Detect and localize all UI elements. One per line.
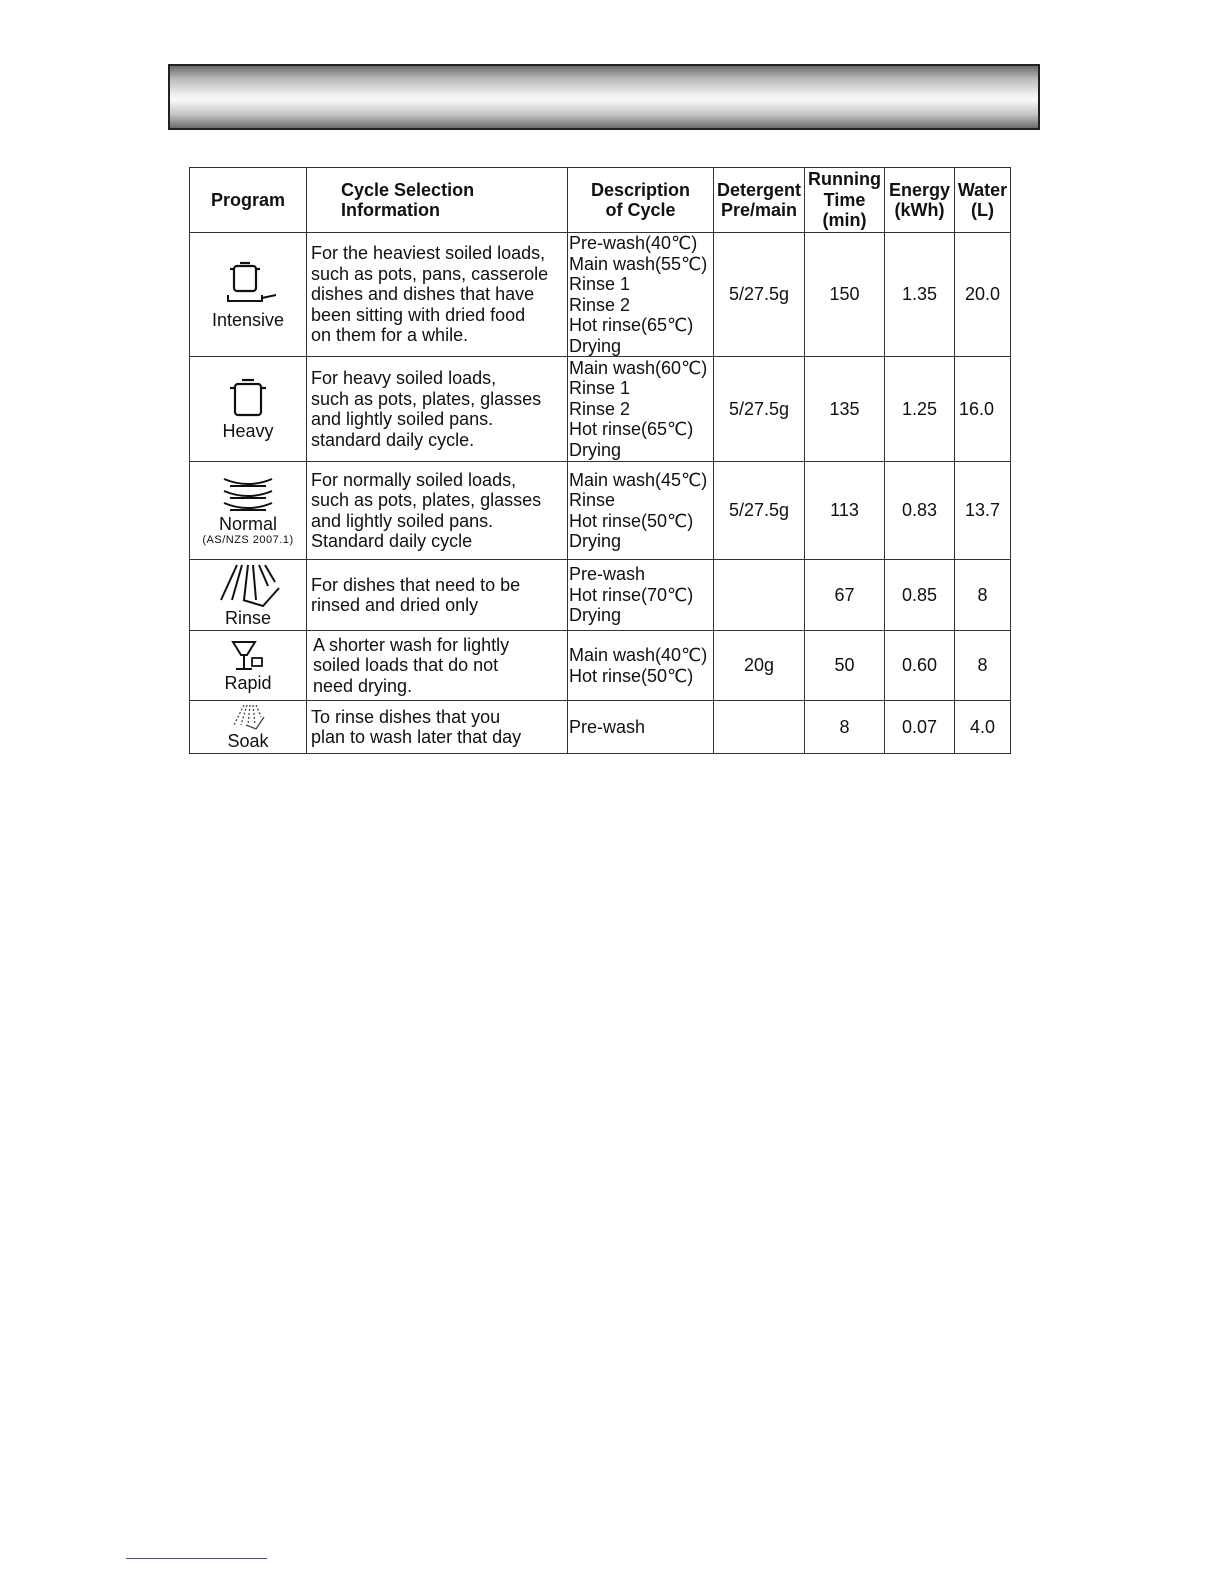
energy-cell: 0.07: [885, 701, 955, 754]
header-energy: Energy (kWh): [885, 168, 955, 233]
program-name: Normal: [218, 513, 277, 534]
detergent-cell: [714, 701, 805, 754]
running-time-cell: 113: [805, 462, 885, 560]
program-cell-rapid: [190, 631, 307, 701]
running-time-cell: 8: [805, 701, 885, 754]
description-cell: Pre-wash(40℃) Main wash(55℃) Rinse 1 Rinse 2 Hot rinse(65℃) Drying: [568, 233, 714, 357]
header-detergent: Detergent Pre/main: [714, 168, 805, 233]
energy-cell: 1.35: [885, 233, 955, 357]
table-row: [190, 233, 1011, 357]
table-row: [190, 701, 1011, 754]
description-cell: Pre-wash: [568, 701, 714, 754]
running-time-cell: 135: [805, 357, 885, 462]
water-cell: 4.0: [955, 701, 1011, 754]
program-cell-rinse: [190, 560, 307, 631]
soak-spray-icon: [228, 703, 268, 731]
table-row: [190, 462, 1011, 560]
water-cell: 16.0: [955, 357, 1011, 462]
header-row: [190, 168, 1011, 233]
program-standard: (AS/NZS 2007.1): [202, 533, 294, 546]
program-name: Intensive: [211, 309, 285, 330]
description-cell: Main wash(40℃) Hot rinse(50℃): [568, 631, 714, 701]
detergent-cell: 5/27.5g: [714, 462, 805, 560]
program-table: [189, 167, 1011, 754]
running-time-cell: 67: [805, 560, 885, 631]
running-time-cell: 50: [805, 631, 885, 701]
water-cell: 13.7: [955, 462, 1011, 560]
program-cell-soak: [190, 701, 307, 754]
table-row: [190, 631, 1011, 701]
pot-icon: [223, 377, 273, 421]
cycle-info-cell: To rinse dishes that you plan to wash later that day: [307, 701, 568, 754]
glass-and-cup-icon: [223, 639, 273, 673]
header-description: Description of Cycle: [568, 168, 714, 233]
energy-cell: 0.83: [885, 462, 955, 560]
running-time-cell: 150: [805, 233, 885, 357]
water-cell: 8: [955, 560, 1011, 631]
program-name: Rapid: [224, 672, 272, 693]
footer-rule: [126, 1558, 267, 1559]
header-program: Program: [190, 168, 307, 233]
header-water: Water (L): [955, 168, 1011, 233]
cycle-info-cell: For normally soiled loads, such as pots, plates, glasses and lightly soiled pans. Standard daily cycle: [307, 462, 568, 560]
water-cell: 20.0: [955, 233, 1011, 357]
description-cell: Main wash(45℃) Rinse Hot rinse(50℃) Drying: [568, 462, 714, 560]
program-name: Soak: [227, 731, 269, 751]
detergent-cell: 20g: [714, 631, 805, 701]
cycle-info-cell: A shorter wash for lightly soiled loads that do not need drying.: [307, 631, 568, 701]
program-cell-normal: [190, 462, 307, 560]
description-cell: Main wash(60℃) Rinse 1 Rinse 2 Hot rinse(65℃) Drying: [568, 357, 714, 462]
stacked-plates-icon: [220, 476, 276, 514]
program-cell-heavy: [190, 357, 307, 462]
cycle-info-cell: For the heaviest soiled loads, such as pots, pans, casserole dishes and dishes that have been sitting with dried food on them for a while.: [307, 233, 568, 357]
header-cycle-info: Cycle Selection Information: [307, 168, 568, 233]
program-name: Rinse: [224, 608, 272, 628]
pot-with-pan-icon: [218, 260, 278, 310]
detergent-cell: 5/27.5g: [714, 357, 805, 462]
energy-cell: 1.25: [885, 357, 955, 462]
detergent-cell: 5/27.5g: [714, 233, 805, 357]
description-cell: Pre-wash Hot rinse(70℃) Drying: [568, 560, 714, 631]
section-banner: [168, 64, 1040, 130]
program-cell-intensive: [190, 233, 307, 357]
energy-cell: 0.85: [885, 560, 955, 631]
cycle-info-cell: For dishes that need to be rinsed and dried only: [307, 560, 568, 631]
detergent-cell: [714, 560, 805, 631]
water-cell: 8: [955, 631, 1011, 701]
header-running-time: Running Time (min): [805, 168, 885, 233]
cycle-info-cell: For heavy soiled loads, such as pots, plates, glasses and lightly soiled pans. standard daily cycle.: [307, 357, 568, 462]
program-name: Heavy: [222, 421, 274, 441]
table-row: [190, 560, 1011, 631]
energy-cell: 0.60: [885, 631, 955, 701]
spray-rinse-icon: [213, 562, 283, 608]
table-row: [190, 357, 1011, 462]
